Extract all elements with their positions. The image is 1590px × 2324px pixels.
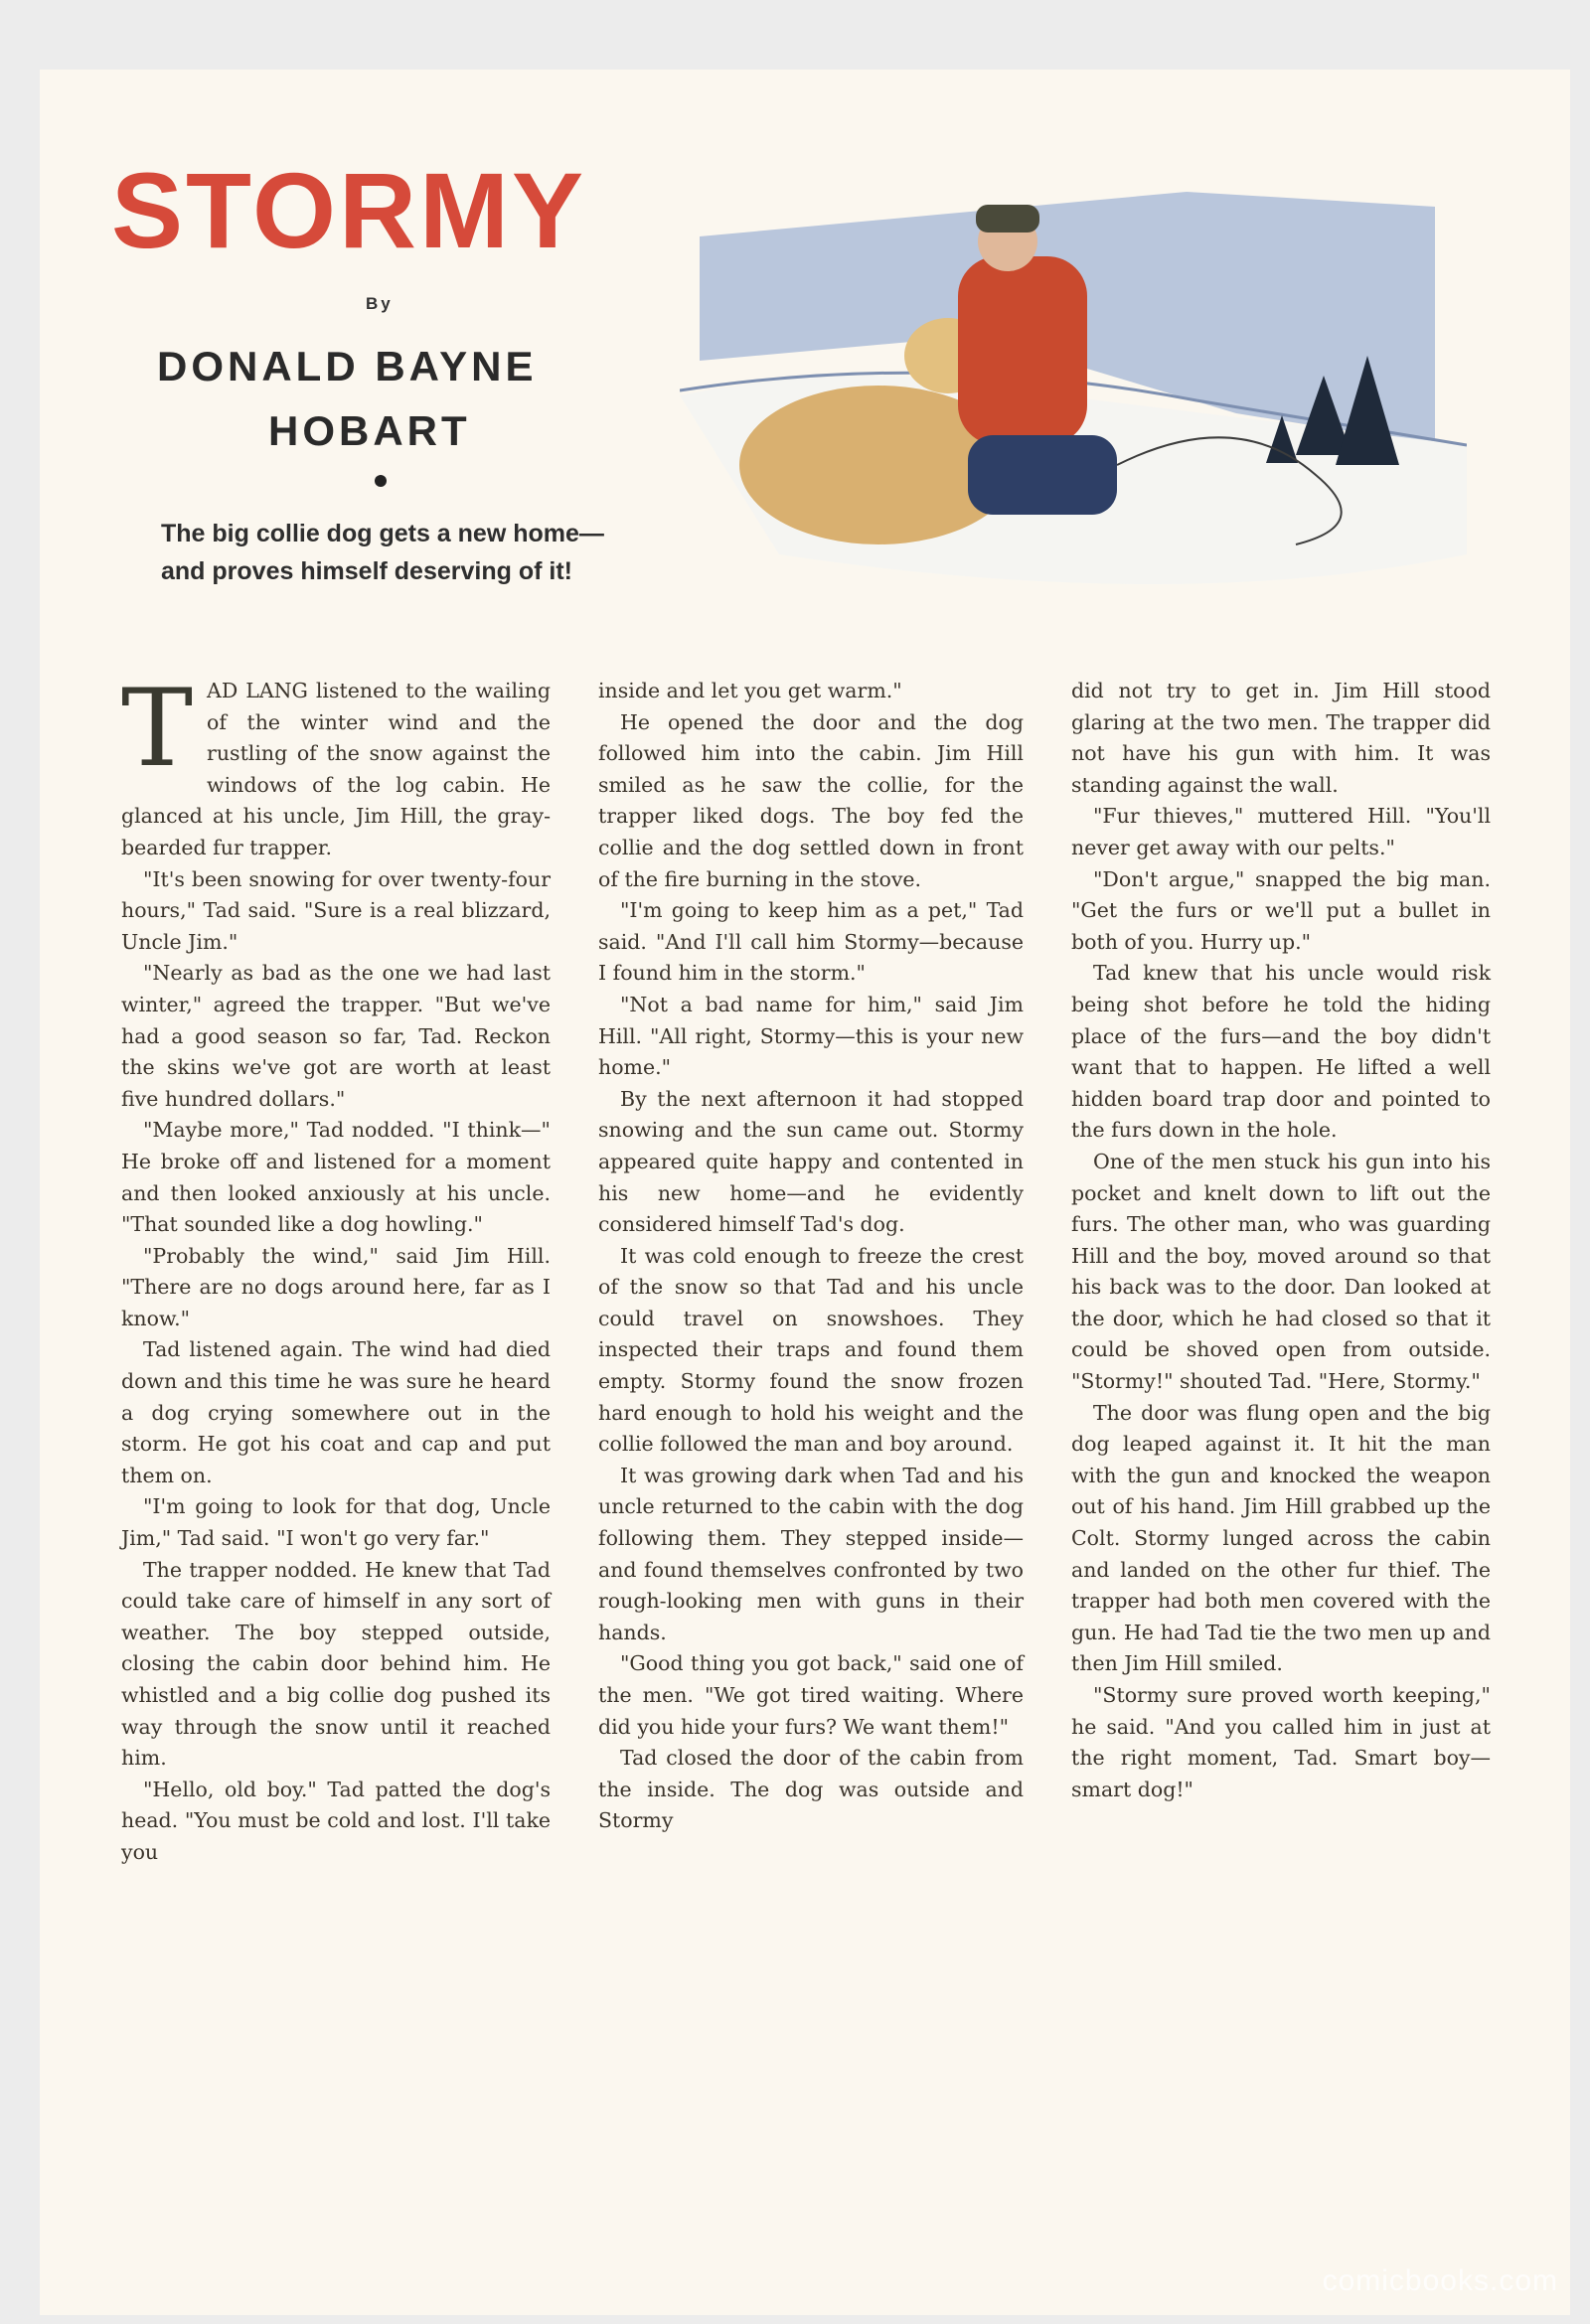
story-teaser: The big collie dog gets a new home—and proves himself deserving of it!	[161, 520, 604, 585]
paragraph: "Hello, old boy." Tad patted the dog's head. "You must be cold and lost. I'll take you	[121, 1777, 551, 1864]
paragraph: It was cold enough to freeze the crest of the snow so that Tad and his uncle could travel on snowshoes. They inspected their traps and found them empty. Stormy found the snow frozen hard enough to hold his weight and the collie followed the man and boy around.	[598, 1243, 1024, 1457]
trapper-body-shape	[958, 256, 1087, 445]
author-name-line2: HOBART	[268, 407, 471, 454]
paragraph: "I'm going to look for that dog, Uncle Jim," Tad said. "I won't go very far."	[121, 1494, 551, 1551]
paragraph: It was growing dark when Tad and his uncle returned to the cabin with the dog following them. They stepped inside—and found themselves confronted by two rough-looking men with guns in their hands.	[598, 1463, 1024, 1644]
trapper-cap-shape	[976, 205, 1039, 232]
byline: By	[366, 294, 394, 313]
paragraph: One of the men stuck his gun into his pocket and knelt down to lift out the furs. The other man, who was guarding Hill and the boy, moved around so that his back was to the door. Dan looked at the door, which he had closed so that it could be shoved open from outside. "Stormy!" shouted Tad. "Here, Stormy."	[1071, 1149, 1491, 1394]
paragraph: "Not a bad name for him," said Jim Hill. "All right, Stormy—this is your new home."	[598, 992, 1024, 1080]
paragraph: "I'm going to keep him as a pet," Tad said. "And I'll call him Stormy—because I found him in the storm."	[598, 898, 1024, 986]
author-name-line1: DONALD BAYNE	[157, 343, 538, 389]
paragraph: The door was flung open and the big dog leaped against it. It hit the man with the gun and knocked the weapon out of his hand. Jim Hill grabbed up the Colt. Stormy lunged across the cabin and landed on the other fur thief. The trapper had both men covered with the gun. He had Tad tie the two men up and then Jim Hill smiled.	[1071, 1400, 1491, 1676]
paragraph: "Stormy sure proved worth keeping," he said. "And you called him in just at the right moment, Tad. Smart boy—smart dog!"	[1071, 1683, 1491, 1801]
story-title: STORMY	[111, 150, 587, 270]
paragraph: "Don't argue," snapped the big man. "Get the furs or we'll put a bullet in both of you. Hurry up."	[1071, 866, 1491, 954]
paragraph: "Fur thieves," muttered Hill. "You'll never get away with our pelts."	[1071, 804, 1491, 859]
paragraph: By the next afternoon it had stopped snowing and the sun came out. Stormy appeared quite happy and contented in his new home—and he evidently considered himself Tad's dog.	[598, 1086, 1024, 1237]
drop-cap: T	[121, 667, 194, 791]
paragraph: "Good thing you got back," said one of the men. "We got tired waiting. Where did you hide your furs? We want them!"	[598, 1651, 1024, 1739]
paragraph: He opened the door and the dog followed him into the cabin. Jim Hill smiled as he saw the collie, for the trapper liked dogs. The boy fed the collie and the dog settled down in front of the fire burning in the stove.	[598, 709, 1024, 891]
paragraph: "Maybe more," Tad nodded. "I think—" He broke off and listened for a moment and then looked anxiously at his uncle. "That sounded like a dog howling."	[121, 1118, 551, 1237]
paragraph: did not try to get in. Jim Hill stood glaring at the two men. The trapper did not have his gun with him. It was standing against the wall.	[1071, 679, 1491, 797]
column-1	[121, 667, 551, 1869]
trapper-with-collie-in-snow-illustration	[680, 147, 1467, 612]
paragraph: The trapper nodded. He knew that Tad could take care of himself in any sort of weather. The boy stepped outside, closing the cabin door behind him. He whistled and a big collie dog pushed its way through the snow until it reached him.	[121, 1557, 551, 1771]
column-2	[598, 676, 1024, 1837]
column-3	[1071, 676, 1491, 1805]
paragraph: "Probably the wind," said Jim Hill. "There are no dogs around here, far as I know."	[121, 1243, 551, 1330]
paragraph: "Nearly as bad as the one we had last winter," agreed the trapper. "But we've had a good season so far, Tad. Reckon the skins we've got are worth at least five hundred dollars."	[121, 961, 551, 1111]
watermark: comicbooks.com	[1322, 2264, 1558, 2297]
paragraph: inside and let you get warm."	[598, 679, 902, 702]
trapper-legs-shape	[968, 435, 1117, 515]
story-columns	[0, 667, 1590, 2226]
paragraph: "It's been snowing for over twenty-four hours," Tad said. "Sure is a real blizzard, Uncle Jim."	[121, 866, 551, 954]
paragraph: Tad knew that his uncle would risk being shot before he told the hiding place of the furs—and the boy didn't want that to happen. He lifted a well hidden board trap door and pointed to the furs down in the hole.	[1071, 961, 1491, 1143]
paragraph: Tad listened again. The wind had died down and this time he was sure he heard a dog crying somewhere out in the storm. He got his coat and cap and put them on.	[121, 1337, 551, 1487]
separator-bullet	[375, 475, 387, 487]
paragraph: TAD LANG listened to the wailing of the winter wind and the rustling of the snow against the windows of the log cabin. He glanced at his uncle, Jim Hill, the gray-bearded fur trapper.	[121, 667, 551, 859]
paragraph: Tad closed the door of the cabin from the inside. The dog was outside and Stormy	[598, 1746, 1024, 1833]
